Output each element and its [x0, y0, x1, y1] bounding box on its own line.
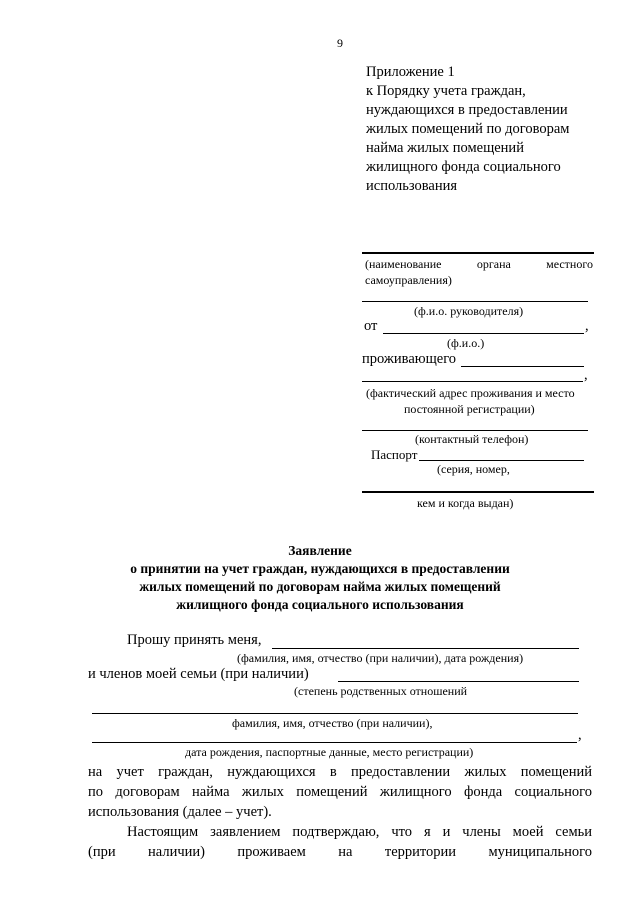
- name-caption: (фамилия, имя, отчество (при наличии), дата рождения): [237, 651, 524, 665]
- org-caption-word: органа: [476, 257, 511, 271]
- appendix-line-2: к Порядку учета граждан,: [366, 83, 526, 99]
- para2-word: территории: [384, 844, 457, 860]
- address-caption-line-1: (фактический адрес проживания и место: [366, 386, 575, 400]
- org-caption-word: (наименование: [365, 257, 442, 271]
- org-caption-line-2: самоуправления): [365, 273, 452, 287]
- statement-subtitle-line-3: жилищного фонда социального использования: [176, 597, 464, 612]
- from-label: от: [364, 318, 378, 334]
- family-members-field[interactable]: [338, 681, 579, 682]
- para1-line-1: на учет граждан, нуждающихся в предоставлении жилых помещений: [88, 764, 592, 780]
- appendix-line-6: жилищного фонда социального: [366, 159, 561, 175]
- appendix-line-3: нуждающихся в предоставлении: [366, 102, 568, 118]
- family-details-caption: дата рождения, паспортные данные, место регистрации): [185, 745, 474, 759]
- head-caption: (ф.и.о. руководителя): [414, 304, 524, 318]
- passport-issued-field[interactable]: [362, 491, 594, 493]
- comma: ,: [584, 367, 588, 383]
- para2-word: на: [338, 844, 353, 860]
- address-caption-line-2: постоянной регистрации): [404, 402, 535, 416]
- residing-label: проживающего: [362, 351, 457, 367]
- para1-line-2: по договорам найма жилых помещений жилищного фонда социального: [88, 784, 592, 800]
- passport-field[interactable]: [419, 460, 584, 461]
- address-field[interactable]: [362, 381, 583, 382]
- passport-label: Паспорт: [371, 447, 418, 462]
- org-caption-line-1: [365, 257, 593, 272]
- comma: ,: [585, 318, 589, 334]
- family-name-caption: фамилия, имя, отчество (при наличии),: [232, 716, 433, 730]
- para2-line-1: Настоящим заявлением подтверждаю, что я и члены моей семьи: [127, 824, 592, 840]
- family-details-field[interactable]: [92, 742, 577, 743]
- para2-word: проживаем: [237, 844, 306, 860]
- family-label: и членов моей семьи (при наличии): [88, 666, 309, 682]
- passport-caption-line-2: кем и когда выдан): [417, 496, 514, 510]
- para2-word: наличии): [148, 844, 205, 860]
- residing-field[interactable]: [461, 366, 584, 367]
- applicant-name-field[interactable]: [383, 333, 584, 334]
- family-names-field[interactable]: [92, 713, 578, 714]
- head-name-field[interactable]: [362, 301, 588, 302]
- passport-caption-line-1: (серия, номер,: [437, 462, 510, 476]
- fio-caption: (ф.и.о.): [447, 336, 485, 350]
- phone-field[interactable]: [362, 430, 588, 431]
- appendix-line-4: жилых помещений по договорам: [366, 121, 570, 137]
- org-name-field[interactable]: [362, 252, 594, 254]
- applicant-fullname-field[interactable]: [272, 648, 579, 649]
- para2-word: (при: [88, 844, 116, 860]
- request-label: Прошу принять меня,: [127, 632, 262, 648]
- para2-word: муниципального: [488, 844, 592, 860]
- appendix-line-7: использования: [366, 178, 458, 194]
- phone-caption: (контактный телефон): [415, 432, 529, 446]
- appendix-line-5: найма жилых помещений: [366, 140, 524, 156]
- appendix-line-1: Приложение 1: [366, 64, 455, 80]
- statement-subtitle-line-2: жилых помещений по договорам найма жилых помещений: [139, 579, 501, 594]
- org-caption-word: местного: [546, 257, 593, 271]
- para2-line-2: [88, 842, 592, 862]
- page-number: 9: [337, 36, 343, 50]
- statement-title: Заявление: [288, 543, 352, 558]
- relation-caption: (степень родственных отношений: [294, 684, 468, 698]
- statement-subtitle-line-1: о принятии на учет граждан, нуждающихся в предоставлении: [130, 561, 510, 576]
- para1-line-3: использования (далее – учет).: [88, 804, 272, 820]
- comma: ,: [578, 727, 582, 743]
